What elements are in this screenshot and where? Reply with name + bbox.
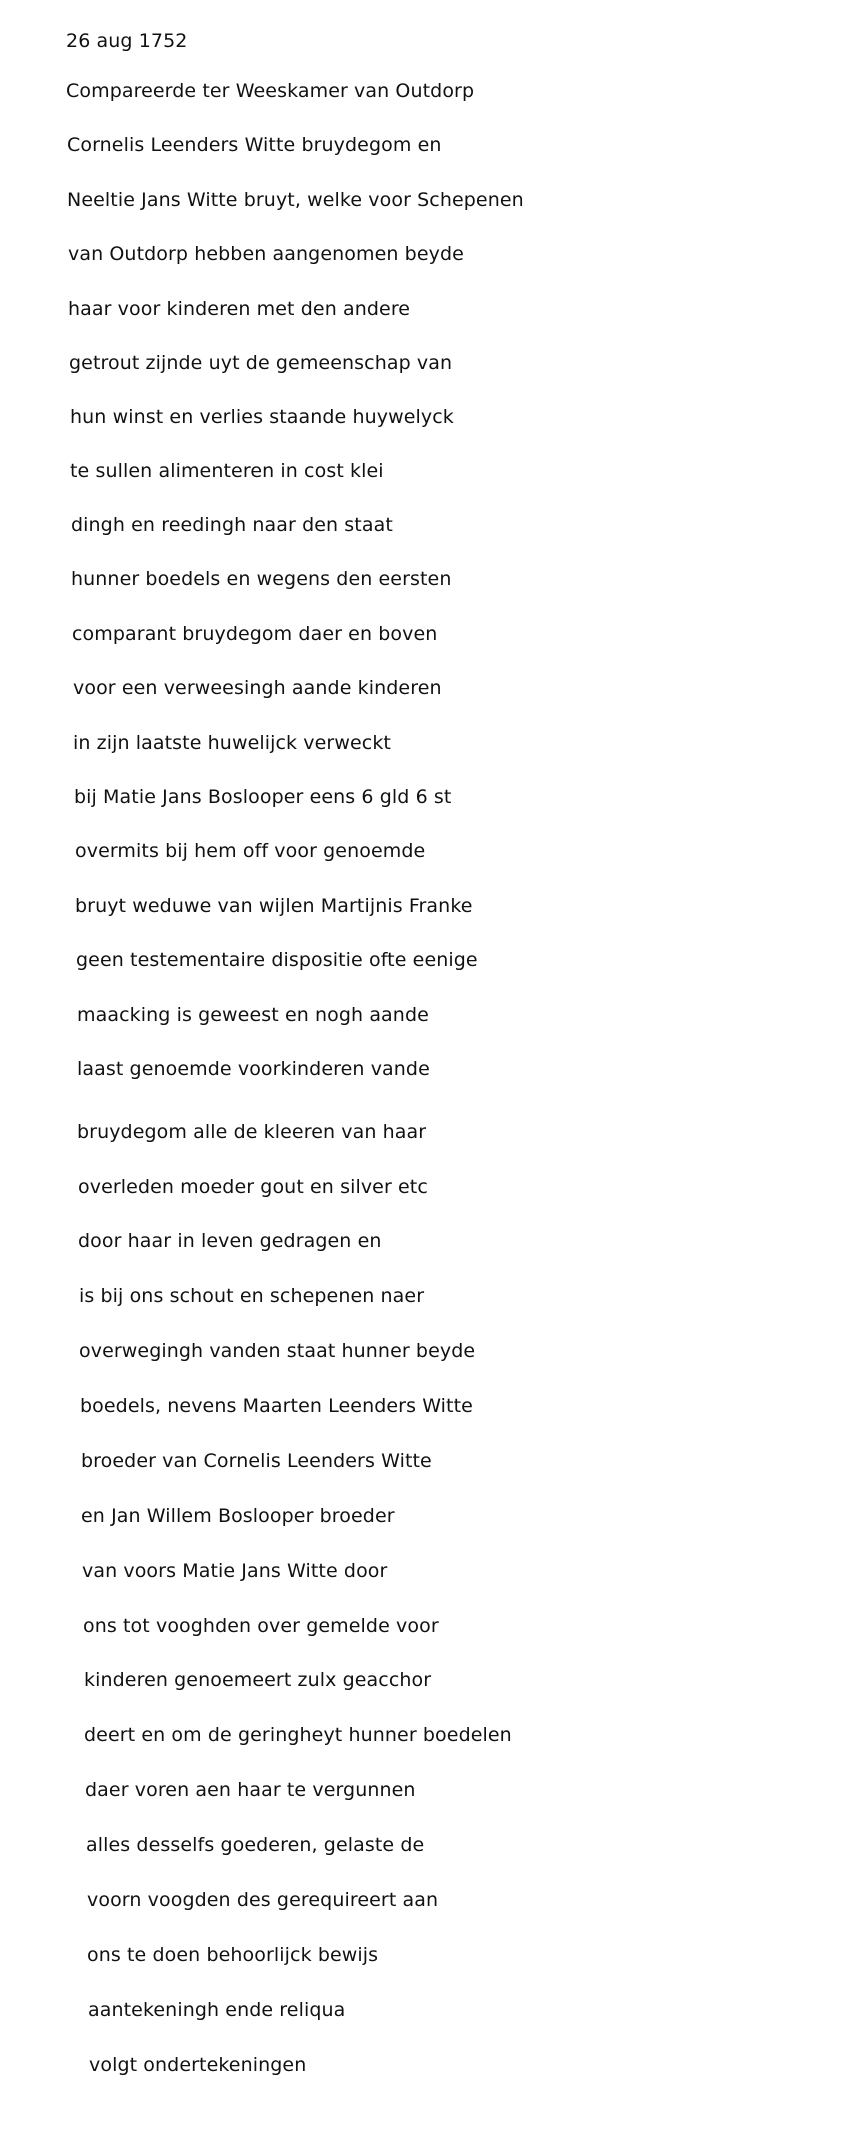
document-line: bij Matie Jans Boslooper eens 6 gld 6 st (74, 786, 452, 808)
document-line: overmits bij hem off voor genoemde (75, 840, 426, 862)
document-line: getrout zijnde uyt de gemeenschap van (69, 352, 453, 374)
document-line: geen testementaire dispositie ofte eenige (76, 949, 478, 971)
document-line: van Outdorp hebben aangenomen beyde (68, 243, 464, 265)
document-line: te sullen alimenteren in cost klei (70, 460, 384, 482)
document-line: overwegingh vanden staat hunner beyde (79, 1340, 476, 1362)
document-line: laast genoemde voorkinderen vande (77, 1058, 430, 1080)
document-line: voor een verweesingh aande kinderen (73, 677, 442, 699)
document-line: volgt ondertekeningen (89, 2054, 307, 2076)
document-line: boedels, nevens Maarten Leenders Witte (80, 1395, 473, 1417)
document-line: 26 aug 1752 (66, 30, 188, 52)
document-line: kinderen genoemeert zulx geacchor (84, 1669, 432, 1691)
document-line: Compareerde ter Weeskamer van Outdorp (66, 80, 475, 102)
document-line: deert en om de geringheyt hunner boedelen (84, 1724, 512, 1746)
document-line: broeder van Cornelis Leenders Witte (81, 1450, 432, 1472)
document-line: bruydegom alle de kleeren van haar (77, 1121, 427, 1143)
document-line: comparant bruydegom daer en boven (72, 623, 438, 645)
document-line: dingh en reedingh naar den staat (71, 514, 393, 536)
document-line: maacking is geweest en nogh aande (77, 1004, 429, 1026)
document-line: hun winst en verlies staande huywelyck (70, 406, 454, 428)
document-line: ons tot vooghden over gemelde voor (83, 1615, 439, 1637)
document-line: haar voor kinderen met den andere (68, 298, 411, 320)
document-line: in zijn laatste huwelijck verweckt (73, 732, 391, 754)
document-line: aantekeningh ende reliqua (88, 1999, 346, 2021)
document-line: van voors Matie Jans Witte door (82, 1560, 388, 1582)
document-line: hunner boedels en wegens den eersten (71, 568, 452, 590)
document-line: door haar in leven gedragen en (78, 1230, 382, 1252)
document-line: is bij ons schout en schepenen naer (79, 1285, 425, 1307)
document-line: Cornelis Leenders Witte bruydegom en (67, 134, 442, 156)
document-line: ons te doen behoorlijck bewijs (87, 1944, 379, 1966)
document-line: daer voren aen haar te vergunnen (85, 1779, 416, 1801)
document-line: overleden moeder gout en silver etc (78, 1176, 428, 1198)
document-line: bruyt weduwe van wijlen Martijnis Franke (75, 895, 473, 917)
document-line: alles desselfs goederen, gelaste de (86, 1834, 425, 1856)
document-line: en Jan Willem Boslooper broeder (81, 1505, 395, 1527)
document-line: Neeltie Jans Witte bruyt, welke voor Schepenen (67, 189, 524, 211)
document-line: voorn voogden des gerequireert aan (87, 1889, 439, 1911)
